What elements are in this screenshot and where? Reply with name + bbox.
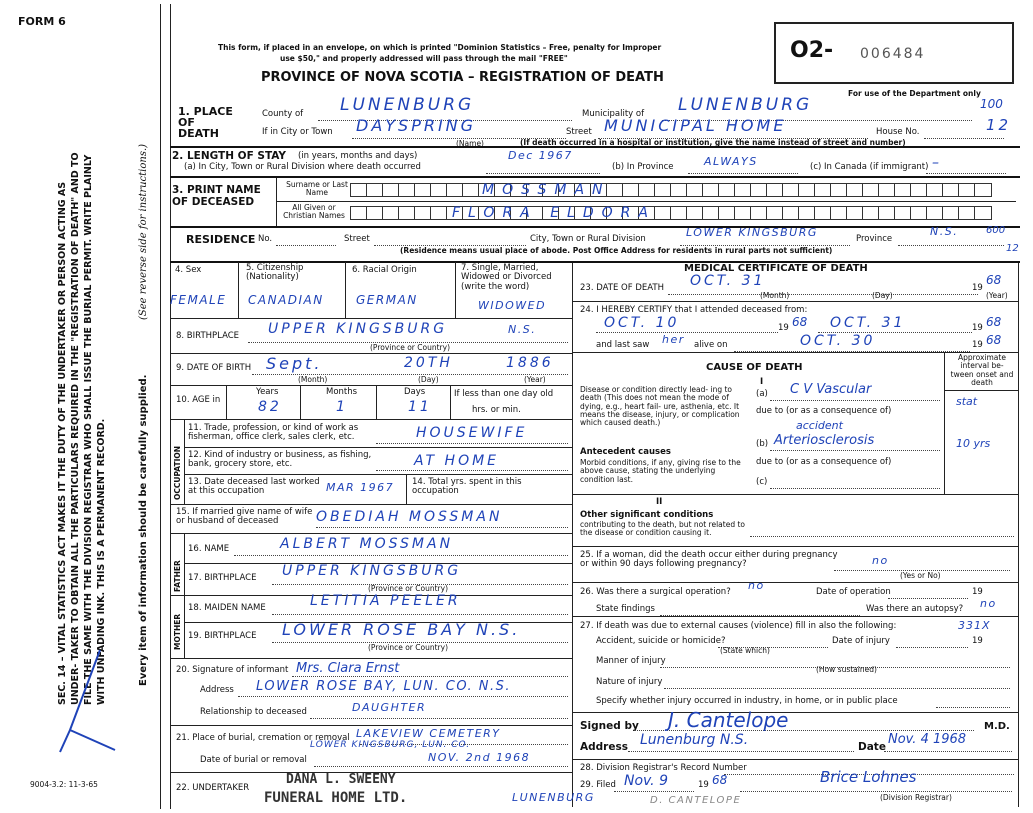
death-month-value: OCT. 31 — [690, 273, 766, 289]
divider — [170, 385, 572, 386]
interval-a-value: stat — [956, 395, 978, 408]
dotted-line — [596, 332, 778, 333]
due-to-label-2: due to (or as a consequence of) — [756, 457, 892, 467]
father-birthplace-label: 17. BIRTHPLACE — [188, 573, 257, 583]
residence-note: (Residence means usual place of abode. Post Office Address for residents in rural parts not sufficient) — [400, 246, 833, 255]
attended-from-value: OCT. 10 — [604, 315, 680, 331]
prov-country-caption: (Province or Country) — [370, 343, 450, 352]
stay-a-label: (a) In City, Town or Rural Division where death occurred — [184, 162, 421, 172]
left-frame-line — [160, 4, 161, 809]
dotted-line — [628, 751, 854, 752]
side-statute: SEC. 14 – VITAL STATISTICS ACT MAKES IT THE DUTY OF THE UNDERTAKER OR PERSON ACTING AS UNDER- TAKER TO OBTAIN ALL THE PARTICULARS REQUIRED IN THE "REGISTRATION OF DEATH" AND TO FILE THE SAME WITH THE DIVISION REGISTRAR WHO SHALL ISSUE THE BURIAL PERMIT. WRITE PLAINLY WITH UNFADING INK. THIS IS A PERMANENT RECORD. — [57, 152, 107, 705]
dotted-line — [272, 614, 568, 615]
dotted-line — [896, 647, 968, 648]
divider — [345, 262, 346, 318]
dept-code: 100 — [980, 97, 1003, 111]
dob-day-value: 20TH — [404, 355, 453, 371]
divider — [572, 301, 1018, 302]
father-side-label: FATHER — [173, 560, 182, 592]
cause-b-marker: (b) — [756, 439, 769, 449]
print-name-label: 3. PRINT NAME OF DECEASED — [172, 184, 261, 208]
form-id: FORM 6 — [18, 15, 66, 28]
father-birthplace-value: UPPER KINGSBURG — [282, 563, 462, 579]
death-year-value: 68 — [986, 273, 1002, 287]
dotted-line — [292, 676, 568, 677]
dotted-line — [888, 598, 968, 599]
mother-maiden-label: 18. MAIDEN NAME — [188, 603, 266, 613]
res-city-label: City, Town or Rural Division — [530, 234, 646, 244]
months-label: Months — [326, 387, 358, 397]
birthplace-value: UPPER KINGSBURG — [268, 321, 448, 337]
envelope-notice-2: use $50," and properly addressed will pass through the mail "FREE" — [280, 54, 568, 63]
divider — [572, 759, 1018, 760]
dotted-line — [688, 173, 798, 174]
divider — [944, 390, 1018, 391]
divider — [572, 494, 1018, 495]
div-registrar-caption: (Division Registrar) — [880, 793, 952, 802]
dob-year-caption: (Year) — [524, 375, 546, 384]
divider — [226, 385, 227, 419]
dob-label: 9. DATE OF BIRTH — [176, 363, 252, 373]
registration-number: 006484 — [860, 46, 926, 62]
house-no-value: 12 — [986, 116, 1012, 134]
registration-prefix: O2- — [790, 38, 834, 63]
informant-value: Mrs. Clara Ernst — [296, 661, 400, 676]
informant-address-label: Address — [200, 685, 234, 695]
dotted-line — [486, 173, 600, 174]
given-label: All Given or Christian Names — [283, 203, 345, 221]
specify-label: Specify whether injury occurred in industry, in home, or in public place — [596, 696, 898, 706]
industry-value: AT HOME — [414, 453, 500, 469]
place-of-death-label: 1. PLACE OF DEATH — [178, 105, 233, 140]
industry-label: 12. Kind of industry or business, as fishing, bank, grocery store, etc. — [188, 450, 372, 470]
divider — [170, 658, 572, 659]
divider — [170, 176, 1020, 178]
envelope-notice: This form, if placed in an envelope, on which is printed "Dominion Statistics – Free, penalty for Improper — [218, 43, 662, 52]
death-day-caption: (Day) — [872, 291, 893, 300]
nineteen-label: 19 — [698, 780, 709, 790]
days-label: Days — [404, 387, 426, 397]
certify-label: 24. I HEREBY CERTIFY that I attended deceased from: — [580, 305, 808, 315]
stay-c-label: (c) In Canada (if immigrant) — [810, 162, 929, 172]
divider — [170, 353, 572, 354]
other-desc: contributing to the death, but not related to the disease or condition causing it. — [580, 520, 745, 538]
alive-yr: 68 — [986, 333, 1002, 347]
q29-label: 29. Filed — [580, 780, 616, 790]
dotted-line — [750, 536, 1014, 537]
age-label: 10. AGE in — [176, 395, 221, 405]
doctor-address-label: Address — [580, 741, 628, 753]
cause-heading: CAUSE OF DEATH — [706, 362, 803, 373]
dob-month-caption: (Month) — [298, 375, 328, 384]
dotted-line — [884, 751, 1012, 752]
divider — [572, 616, 1018, 617]
dotted-line — [376, 443, 568, 444]
county-label: County of — [262, 109, 304, 119]
relationship-label: Relationship to deceased — [200, 707, 307, 717]
dob-month-value: Sept. — [266, 354, 323, 373]
length-units-label: (in years, months and days) — [298, 151, 418, 161]
roman-ii: II — [656, 497, 663, 507]
cause-b-note: accident — [796, 419, 843, 432]
attended-to-value: OCT. 31 — [830, 315, 906, 331]
res-province-value: N.S. — [930, 225, 959, 238]
dotted-line — [936, 707, 1010, 708]
cause-b-value: Arteriosclerosis — [774, 433, 875, 448]
divider — [170, 725, 572, 726]
dotted-line — [926, 173, 1006, 174]
city-town-value: DAYSPRING — [356, 116, 477, 135]
age-months-value: 1 — [336, 399, 348, 415]
stay-b-value: ALWAYS — [704, 155, 758, 168]
marital-label: 7. Single, Married, Widowed or Divorced (write the word) — [461, 263, 552, 292]
doctor-date-value: Nov. 4 1968 — [888, 732, 967, 747]
length-of-stay-label: 2. LENGTH OF STAY — [172, 150, 287, 162]
last-worked-label: 13. Date deceased last worked at this occupation — [188, 477, 320, 497]
occupation-side-label: OCCUPATION — [173, 445, 182, 500]
q25-label: 25. If a woman, did the death occur either during pregnancy or within 90 days following pregnancy? — [580, 550, 838, 570]
divider — [944, 352, 945, 494]
prov-country-caption-17: (Province or Country) — [368, 584, 448, 593]
attended-to-yr: 68 — [986, 315, 1002, 329]
dotted-line — [898, 245, 1004, 246]
res-no-label: No. — [258, 234, 273, 244]
municipality-label: Municipality of — [582, 109, 645, 119]
attended-from-yr: 68 — [792, 315, 808, 329]
death-month-caption: (Month) — [760, 291, 790, 300]
surname-value: MOSSMAN — [482, 182, 611, 198]
center-divider — [572, 262, 573, 807]
divider — [238, 262, 239, 318]
burial-place-value: LAKEVIEW CEMETERY — [356, 727, 501, 740]
nineteen-label: 19 — [972, 323, 983, 333]
doctor-signature: J. Cantelope — [668, 708, 789, 732]
due-to-label-1: due to (or as a consequence of) — [756, 406, 892, 416]
dotted-line — [740, 791, 1012, 792]
dotted-line — [314, 766, 568, 767]
last-saw-label: and last saw — [596, 340, 650, 350]
less-than-day-label: If less than one day old — [454, 389, 554, 399]
spouse-label: 15. If married give name of wife or husband of deceased — [176, 507, 313, 527]
res-code: 600 — [986, 225, 1006, 236]
burial-label: 21. Place of burial, cremation or removal — [176, 733, 350, 743]
burial-place-value-2: LOWER KINGSBURG, LUN. CO. — [310, 740, 471, 750]
autopsy-label: Was there an autopsy? — [866, 604, 964, 614]
nature-label: Nature of injury — [596, 677, 663, 687]
county-value: LUNENBURG — [340, 95, 475, 115]
undertaker-town: LUNENBURG — [512, 791, 595, 804]
divider — [170, 419, 572, 420]
given-value: FLORA ELDORA — [452, 205, 656, 221]
side-note: Every item of information should be carefully supplied. — [138, 374, 149, 686]
name-caption: (Name) — [456, 139, 484, 148]
date-injury-label: Date of injury — [832, 636, 890, 646]
divider — [455, 262, 456, 318]
divider — [376, 385, 377, 419]
saw-who-value: her — [662, 333, 685, 346]
interval-b-value: 10 yrs — [956, 437, 991, 450]
dotted-line — [924, 138, 1004, 139]
street-value: MUNICIPAL HOME — [604, 116, 787, 135]
dotted-line — [770, 450, 940, 451]
surgery-value: no — [748, 579, 765, 592]
nineteen-label: 19 — [972, 283, 983, 293]
age-days-value: 11 — [408, 399, 432, 415]
antecedent-label: Antecedent causes — [580, 447, 671, 457]
nineteen-label: 19 — [778, 323, 789, 333]
last-worked-value: MAR 1967 — [326, 481, 395, 494]
mother-birthplace-label: 19. BIRTHPLACE — [188, 631, 257, 641]
q27-label: 27. If death was due to external causes (violence) fill in also the following: — [580, 621, 897, 631]
filed-value: Nov. 9 — [624, 773, 668, 789]
directly-label: Disease or condition directly lead- ing to death (This does not mean the mode of dying, e.g., heart fail- ure, asthenia, etc. It means the disease, injury, or complication which caused death.) — [580, 385, 740, 427]
dotted-line — [238, 696, 568, 697]
dotted-line — [316, 527, 568, 528]
interval-label: Approximate interval be- tween onset and death — [950, 353, 1014, 387]
burial-date-value: NOV. 2nd 1968 — [428, 751, 531, 764]
md-label: M.D. — [984, 721, 1010, 732]
years-label: Years — [256, 387, 279, 397]
divider — [184, 447, 572, 448]
racial-value: GERMAN — [356, 293, 418, 307]
yes-no-caption: (Yes or No) — [900, 571, 941, 580]
side-instruction: (See reverse side for instructions.) — [138, 143, 149, 320]
divider — [184, 419, 185, 504]
birthplace-prov-value: N.S. — [508, 323, 537, 336]
burial-date-label: Date of burial or removal — [200, 755, 307, 765]
roman-i: I — [760, 377, 764, 387]
citizenship-value: CANADIAN — [248, 293, 324, 307]
dotted-line — [310, 718, 568, 719]
undertaker-stamp-1: DANA L. SWEENY — [286, 772, 396, 787]
house-no-label: House No. — [876, 127, 920, 137]
divider — [572, 712, 1018, 713]
dotted-line — [276, 245, 336, 246]
divider — [300, 385, 301, 419]
trade-label: 11. Trade, profession, or kind of work as fisherman, office clerk, sales clerk, etc. — [188, 423, 359, 443]
undertaker-signature: D. CANTELOPE — [650, 795, 742, 806]
divider — [170, 318, 572, 319]
dotted-line — [376, 470, 568, 471]
municipality-value: LUNENBURG — [678, 95, 813, 115]
print-code: 9004-3.2: 11-3-65 — [30, 780, 98, 789]
mother-side-label: MOTHER — [173, 613, 182, 650]
res-province-label: Province — [856, 234, 893, 244]
prov-country-caption-19: (Province or Country) — [368, 643, 448, 652]
divider — [276, 201, 1016, 202]
alive-on-value: OCT. 30 — [800, 333, 876, 349]
dob-year-value: 1886 — [506, 355, 554, 371]
surname-label: Surname or Last Name — [286, 180, 348, 198]
divider — [406, 474, 407, 504]
stay-c-value: – — [932, 155, 942, 171]
given-cells — [350, 206, 992, 220]
manner-label: Manner of injury — [596, 656, 666, 666]
antecedent-desc: Morbid conditions, if any, giving rise to the above cause, stating the underlying condition last. — [580, 458, 741, 484]
father-name-value: ALBERT MOSSMAN — [280, 536, 454, 552]
other-label: Other significant conditions — [580, 510, 714, 520]
alive-on-label: alive on — [694, 340, 728, 350]
marital-value: WIDOWED — [478, 299, 547, 312]
hospital-note: (If death occurred in a hospital or institution, give the name instead of street and number) — [520, 138, 906, 147]
cause-c-marker: (c) — [756, 477, 768, 487]
nineteen-label: 19 — [972, 587, 983, 597]
state-which-caption: (State which) — [720, 646, 770, 655]
surname-cells — [350, 183, 992, 197]
street-label: Street — [566, 127, 592, 137]
city-town-label: If in City or Town — [262, 127, 333, 137]
nineteen-label: 19 — [972, 636, 983, 646]
dotted-line — [668, 294, 978, 295]
birthplace-label: 8. BIRTHPLACE — [176, 331, 240, 341]
dotted-line — [770, 400, 940, 401]
divider — [450, 385, 451, 419]
q26-label: 26. Was there a surgical operation? — [580, 587, 731, 597]
stay-b-label: (b) In Province — [612, 162, 674, 172]
page-title: PROVINCE OF NOVA SCOTIA – REGISTRATION OF DEATH — [261, 70, 664, 85]
divider — [572, 582, 1018, 583]
registrar-signature: Brice Lohnes — [820, 768, 917, 786]
doctor-date-label: Date — [858, 741, 886, 753]
date-op-label: Date of operation — [816, 587, 891, 597]
pregnancy-value: no — [872, 554, 889, 567]
divider — [572, 352, 1018, 353]
hrs-min-label: hrs. or min. — [472, 405, 521, 415]
side-signature-mark — [40, 640, 130, 760]
divider — [276, 178, 277, 226]
racial-label: 6. Racial Origin — [352, 265, 417, 275]
undertaker-label: 22. UNDERTAKER — [176, 783, 250, 793]
autopsy-value: no — [980, 597, 997, 610]
res-street-label: Street — [344, 234, 370, 244]
cause-a-value: C V Vascular — [790, 382, 872, 397]
res-city-value: LOWER KINGSBURG — [686, 226, 818, 239]
informant-label: 20. Signature of informant — [176, 665, 289, 675]
med-cert-heading: MEDICAL CERTIFICATE OF DEATH — [684, 263, 868, 274]
sex-label: 4. Sex — [175, 265, 202, 275]
q28-label: 28. Division Registrar's Record Number — [580, 763, 747, 773]
registration-box — [774, 22, 1014, 84]
dob-day-caption: (Day) — [418, 375, 439, 384]
stay-a-value: Dec 1967 — [508, 149, 573, 162]
divider — [572, 546, 1018, 547]
sex-value: FEMALE — [170, 293, 227, 307]
nineteen-label: 19 — [972, 340, 983, 350]
date-death-label: 23. DATE OF DEATH — [580, 283, 664, 293]
divider — [170, 504, 572, 505]
doctor-address-value: Lunenburg N.S. — [640, 732, 749, 748]
signed-by-label: Signed by — [580, 720, 639, 732]
occupation-value: HOUSEWIFE — [416, 425, 528, 441]
dotted-line — [770, 488, 940, 489]
dotted-line — [664, 688, 1010, 689]
dept-use-label: For use of the Department only — [848, 89, 981, 98]
dotted-line — [234, 555, 568, 556]
how-sustained-caption: (How sustained) — [816, 665, 877, 674]
mother-maiden-value: LETITIA PEELER — [310, 593, 461, 609]
residence-label: RESIDENCE — [186, 233, 256, 246]
relationship-value: DAUGHTER — [352, 701, 427, 714]
right-frame-line — [1018, 262, 1019, 807]
res-code-2: 12 — [1006, 243, 1019, 254]
cause-a-marker: (a) — [756, 389, 768, 399]
informant-address-value: LOWER ROSE BAY, LUN. CO. N.S. — [256, 679, 512, 694]
undertaker-stamp-2: FUNERAL HOME LTD. — [264, 790, 408, 806]
dotted-line — [614, 791, 694, 792]
divider — [170, 226, 1020, 228]
father-name-label: 16. NAME — [188, 544, 230, 554]
state-findings-label: State findings — [596, 604, 655, 614]
mother-birthplace-value: LOWER ROSE BAY N.S. — [282, 620, 521, 639]
filed-yr: 68 — [712, 773, 728, 787]
citizenship-label: 5. Citizenship (Nationality) — [246, 263, 304, 283]
death-year-caption: (Year) — [986, 291, 1008, 300]
spouse-value: OBEDIAH MOSSMAN — [316, 509, 503, 525]
total-years-label: 14. Total yrs. spent in this occupation — [412, 477, 522, 497]
code-331x: 331X — [958, 619, 991, 632]
divider — [170, 533, 572, 534]
left-frame-line-inner — [170, 4, 171, 809]
age-years-value: 82 — [258, 399, 282, 415]
divider — [184, 474, 572, 475]
accident-label: Accident, suicide or homicide? — [596, 636, 726, 646]
